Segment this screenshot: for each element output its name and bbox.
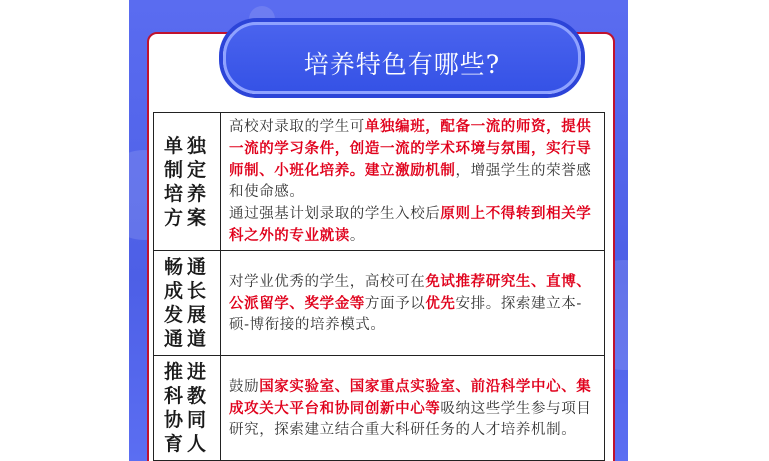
body-text: 安排。探索建立本-硕-博衔接的培养模式。 xyxy=(229,295,582,333)
row-label-line: 方案 xyxy=(163,206,210,229)
highlighted-text: 优先 xyxy=(425,294,456,312)
body-text: 。 xyxy=(349,228,365,244)
body-text: 方面予以 xyxy=(364,295,426,312)
highlighted-text: 免试推荐研究生、直博、公派留学、奖学金等 xyxy=(229,272,592,312)
row-content xyxy=(221,251,605,356)
row-label-line: 协同 xyxy=(163,409,210,431)
row-label-line: 培养 xyxy=(163,182,210,205)
body-text: 鼓励 xyxy=(229,378,260,395)
page-title: 培养特色有哪些? xyxy=(303,50,501,79)
highlighted-text: 单独编班，配备一流的师资，提供一流的学习条件，创造一流的学术环境与氛围，实行导师制、小班化培养。建立激励机制 xyxy=(229,118,592,179)
table-row xyxy=(154,356,605,461)
row-label-line: 育人 xyxy=(163,433,210,455)
row-label-line: 发展 xyxy=(163,304,210,326)
row-content xyxy=(221,356,605,461)
body-text: ，增强学生的荣誉感和使命感。 xyxy=(229,163,592,200)
row-label-line: 通道 xyxy=(163,328,210,350)
row-label-line: 畅通 xyxy=(163,256,210,278)
row-label xyxy=(154,356,221,461)
body-text: 高校对录取的学生可 xyxy=(229,119,365,135)
highlighted-text: 原则上不得转到相关学科之外的专业就读 xyxy=(229,205,592,244)
content-paragraph xyxy=(229,203,596,247)
table-row xyxy=(154,113,605,251)
body-text: 吸纳这些学生参与项目研究，探索建立结合重大科研任务的人才培养机制。 xyxy=(229,400,592,438)
body-text: 对学业优秀的学生，高校可在 xyxy=(229,273,426,290)
row-label-line: 成长 xyxy=(163,280,210,302)
title-banner xyxy=(223,22,581,94)
content-paragraph xyxy=(229,116,596,203)
table-row xyxy=(154,251,605,356)
highlighted-text: 国家实验室、国家重点实验室、前沿科学中心、集成攻关大平台和协同创新中心等 xyxy=(229,377,592,417)
row-label-line: 推进 xyxy=(163,361,210,383)
row-label xyxy=(154,251,221,356)
row-label-line: 单独 xyxy=(163,134,210,157)
features-table xyxy=(153,112,605,461)
content-paragraph xyxy=(229,376,596,441)
row-content xyxy=(221,113,605,251)
row-label-line: 科教 xyxy=(163,385,210,407)
body-text: 通过强基计划录取的学生入校后 xyxy=(229,206,441,222)
content-paragraph xyxy=(229,271,596,336)
row-label xyxy=(154,113,221,251)
row-label-line: 制定 xyxy=(163,158,210,181)
